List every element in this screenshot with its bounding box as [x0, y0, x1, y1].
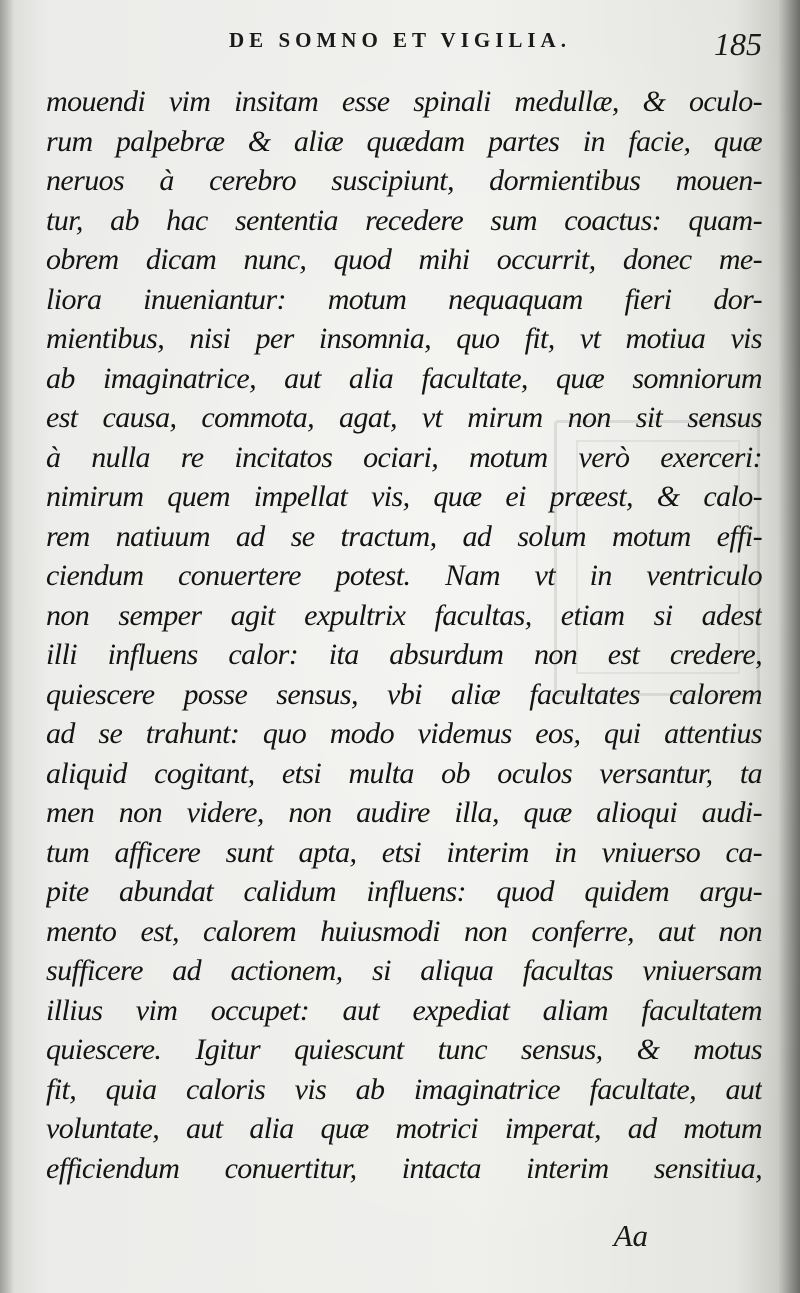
text-line: illi influens calor: ita absurdum non est credere,	[46, 638, 762, 671]
text-line: fit, quia caloris vis ab imaginatrice facultate, aut	[46, 1072, 762, 1106]
text-line: illius vim occupet: aut expediat aliam facultatem	[46, 993, 762, 1027]
text-line: aliquid cogitant, etsi multa ob oculos versantur, ta	[46, 756, 762, 790]
text-line: est causa, commota, agat, vt mirum non sit sensus	[46, 401, 762, 434]
text-line: nimirum quem impellat vis, quæ ei præest, & calo-	[46, 480, 762, 513]
gutter-shadow	[0, 0, 14, 1293]
page-edge-shadow	[778, 0, 800, 1293]
text-line: quiescere. Igitur quiescunt tunc sensus, & motus	[46, 1033, 762, 1066]
body-text	[46, 82, 762, 1188]
text-line: rum palpebræ & aliæ quædam partes in facie, quæ	[46, 124, 762, 158]
text-line: tum afficere sunt apta, etsi interim in vniuerso ca-	[46, 835, 762, 869]
text-line: men non videre, non audire illa, quæ alioqui audi-	[46, 796, 762, 829]
text-line: pite abundat calidum influens: quod quidem argu-	[46, 875, 762, 908]
text-line: mientibus, nisi per insomnia, quo fit, vt motiua vis	[46, 322, 762, 355]
text-line: ad se trahunt: quo modo videmus eos, qui attentius	[46, 717, 762, 750]
text-line: rem natiuum ad se tractum, ad solum motum effi-	[46, 519, 762, 553]
text-line: obrem dicam nunc, quod mihi occurrit, donec me-	[46, 243, 762, 276]
running-head: DE SOMNO ET VIGILIA.	[229, 28, 571, 52]
catchword: Aa	[613, 1218, 648, 1253]
text-line: sufficere ad actionem, si aliqua facultas vniuersam	[46, 954, 762, 987]
text-line: tur, ab hac sententia recedere sum coactus: quam-	[46, 203, 762, 237]
text-line: efficiendum conuertitur, intacta interim sensitiua,	[46, 1151, 762, 1185]
text-line: quiescere posse sensus, vbi aliæ facultates calorem	[46, 677, 762, 711]
page-number: 185	[714, 26, 762, 62]
text-line: mento est, calorem huiusmodi non conferre, aut non	[46, 914, 762, 948]
text-line: voluntate, aut alia quæ motrici imperat, ad motum	[46, 1112, 762, 1145]
text-line: ab imaginatrice, aut alia facultate, quæ somniorum	[46, 361, 762, 395]
text-line: à nulla re incitatos ociari, motum verò exerceri:	[46, 440, 762, 474]
text-line: neruos à cerebro suscipiunt, dormientibus mouen-	[46, 164, 762, 197]
text-line: mouendi vim insitam esse spinali medullæ, & oculo-	[46, 85, 762, 118]
text-line: liora inueniantur: motum nequaquam fieri dor-	[46, 282, 762, 316]
text-line: non semper agit expultrix facultas, etiam si adest	[46, 598, 762, 632]
text-line: ciendum conuertere potest. Nam vt in ventriculo	[46, 559, 762, 592]
